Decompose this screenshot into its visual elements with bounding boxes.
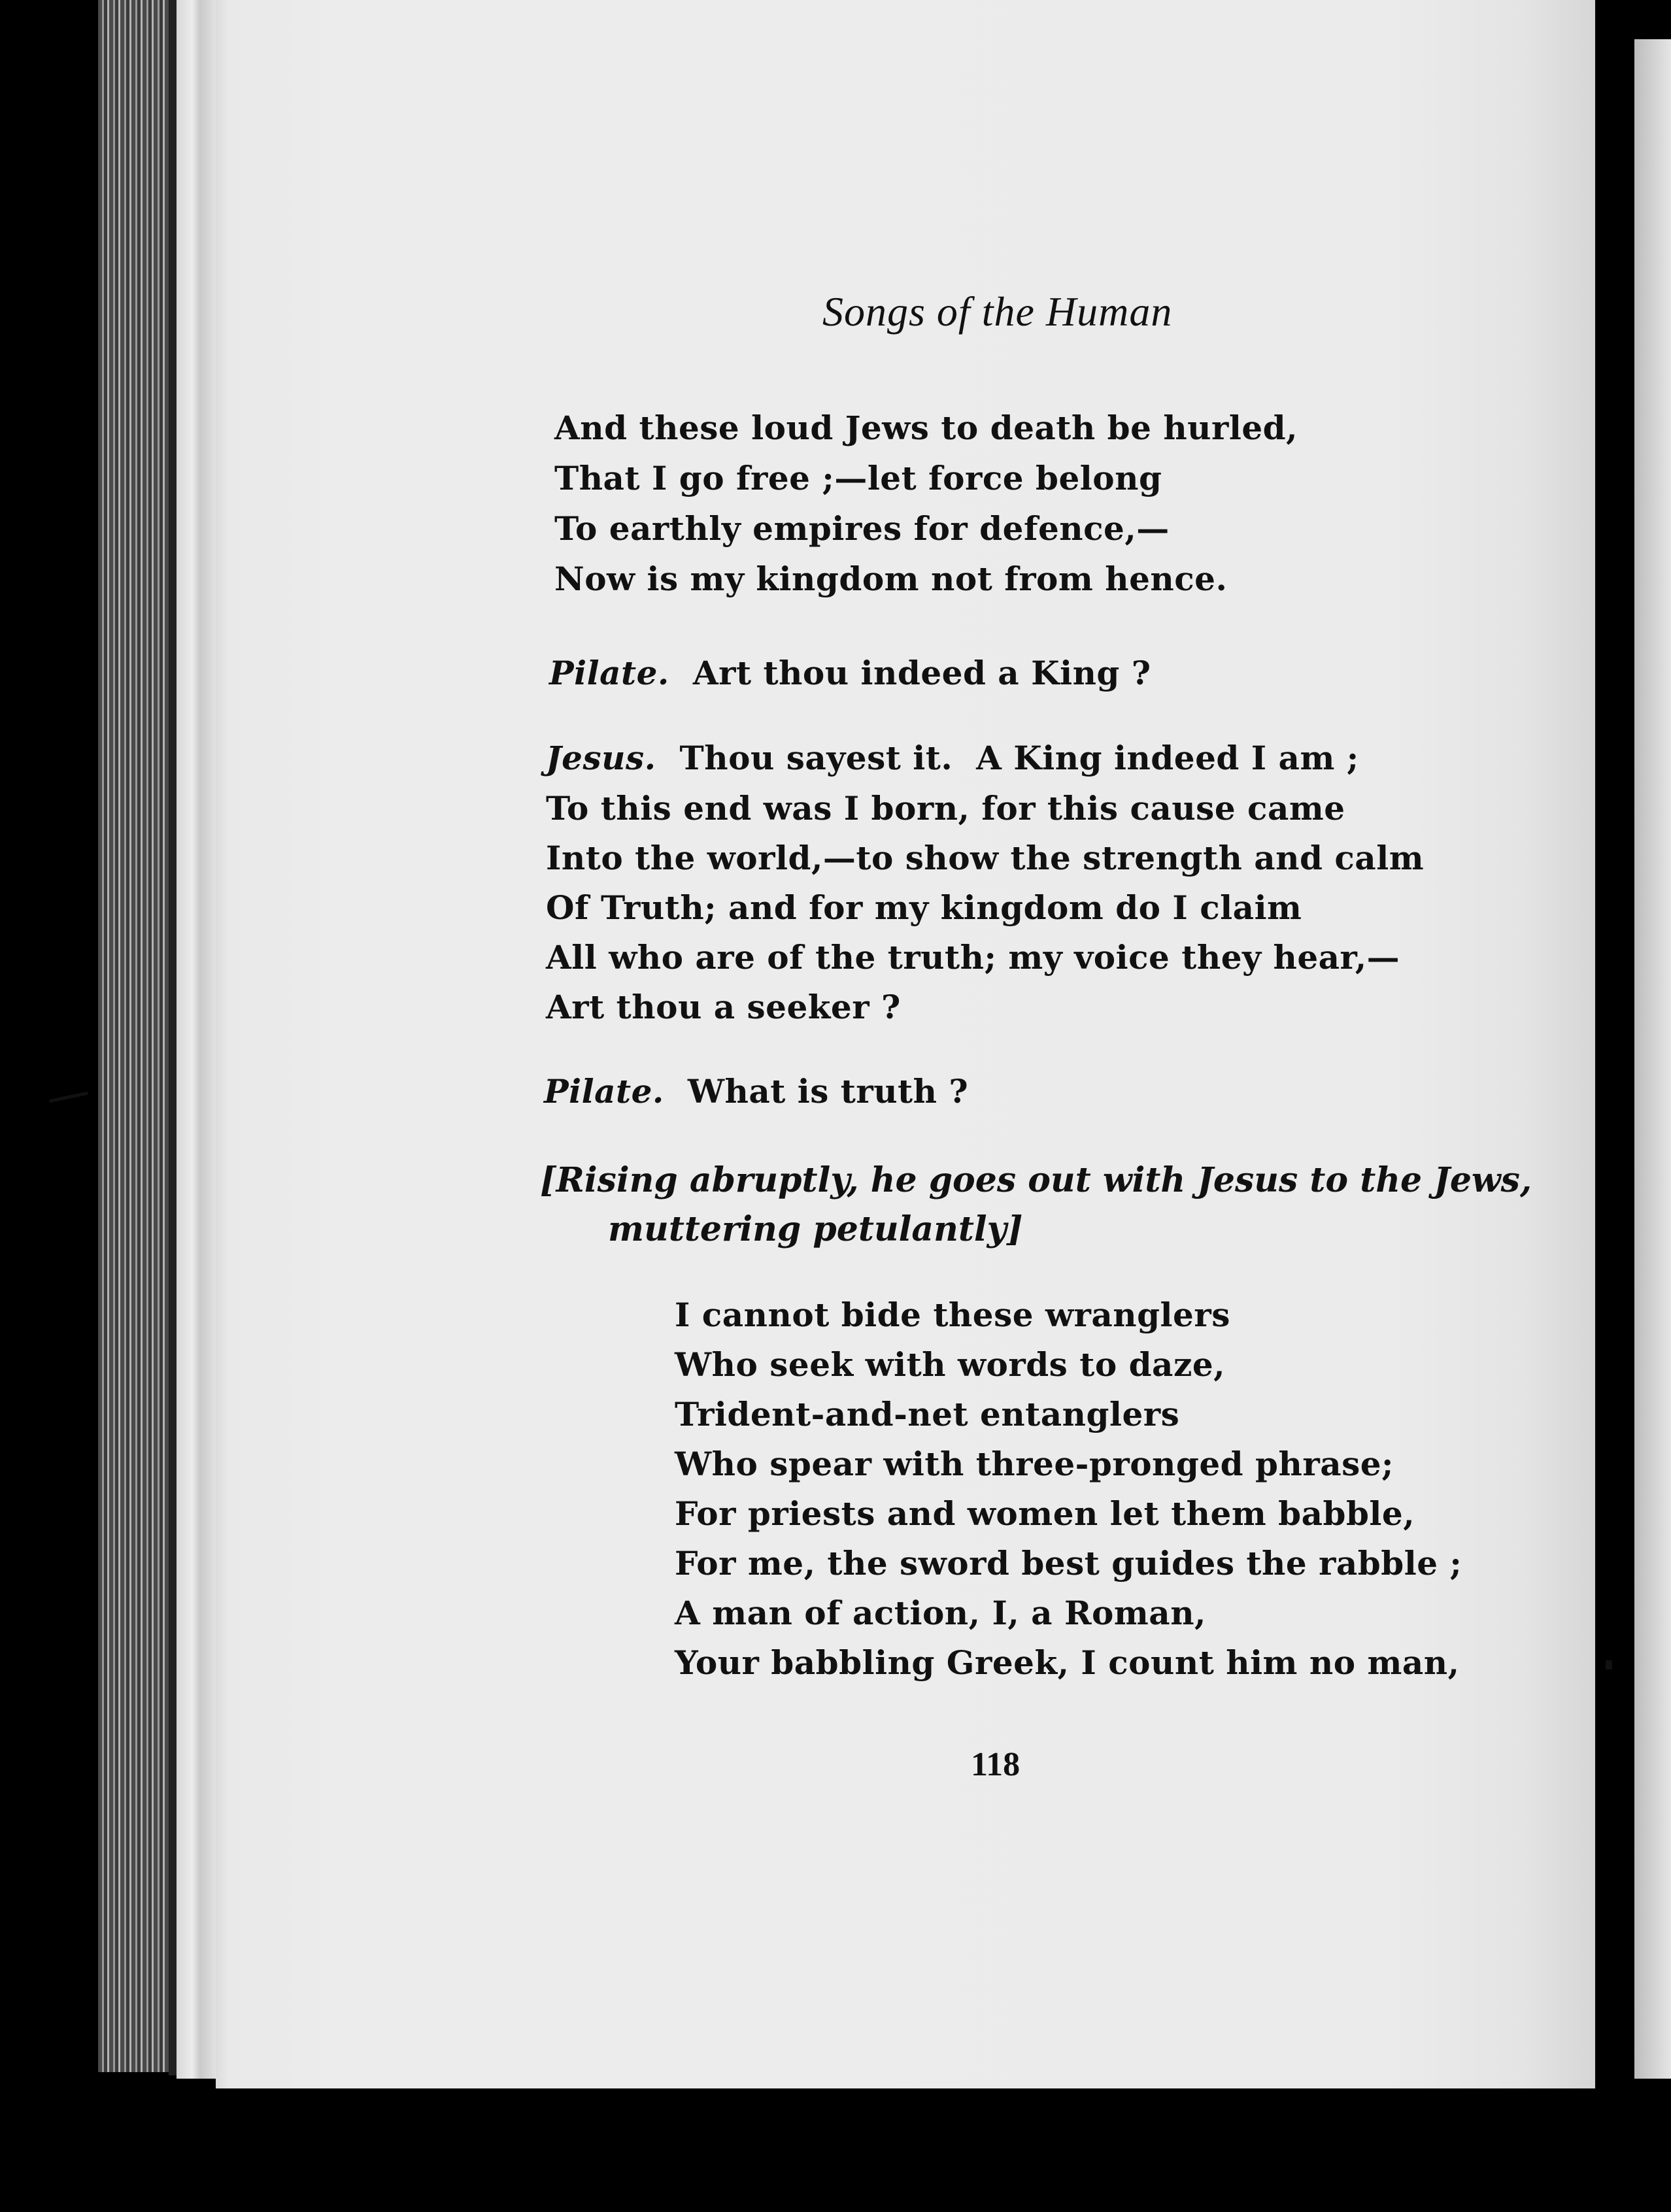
song-line: For priests and women let them babble, — [675, 1494, 1415, 1533]
dialogue-line: Of Truth; and for my kingdom do I claim — [546, 888, 1302, 927]
page-edge-light — [177, 0, 216, 2079]
dialogue-line — [544, 1072, 968, 1111]
stage-direction: muttering petulantly] — [608, 1209, 1023, 1249]
song-line: Who seek with words to daze, — [675, 1345, 1226, 1384]
dialogue-line: All who are of the truth; my voice they hear,— — [546, 938, 1400, 977]
speaker-name: Pilate. — [544, 1072, 664, 1111]
scan-mark — [49, 1092, 88, 1103]
song-line: A man of action, I, a Roman, — [675, 1594, 1206, 1632]
dialogue-line: To this end was I born, for this cause came — [546, 789, 1345, 828]
dialogue-text: Thou sayest it. A King indeed I am ; — [679, 739, 1359, 777]
song-line: I cannot bide these wranglers — [675, 1296, 1230, 1334]
page-number: 118 — [971, 1746, 1021, 1783]
song-line: Your babbling Greek, I count him no man, — [675, 1643, 1460, 1682]
verse-line: Now is my kingdom not from hence. — [554, 560, 1228, 598]
dialogue-line: Art thou a seeker ? — [546, 988, 901, 1026]
dialogue-text: What is truth ? — [687, 1072, 969, 1111]
speaker-name: Jesus. — [546, 739, 656, 777]
song-line: Who spear with three-pronged phrase; — [675, 1445, 1394, 1483]
scan-mark — [1606, 1660, 1612, 1669]
verse-line: And these loud Jews to death be hurled, — [554, 409, 1298, 447]
song-line: Trident-and-net entanglers — [675, 1395, 1180, 1433]
dialogue-line — [549, 654, 1151, 692]
speaker-name: Pilate. — [549, 654, 669, 692]
verse-line: That I go free ;—let force belong — [554, 459, 1162, 497]
dialogue-line — [546, 739, 1359, 777]
song-line: For me, the sword best guides the rabble ; — [675, 1544, 1462, 1583]
running-head: Songs of the Human — [822, 288, 1173, 335]
stage-direction: [Rising abruptly, he goes out with Jesus to the Jews, — [540, 1160, 1532, 1200]
facing-page-edge — [1634, 39, 1671, 2079]
verse-line: To earthly empires for defence,— — [554, 509, 1170, 548]
dialogue-text: Art thou indeed a King ? — [692, 654, 1151, 692]
dialogue-line: Into the world,—to show the strength and calm — [546, 839, 1425, 877]
